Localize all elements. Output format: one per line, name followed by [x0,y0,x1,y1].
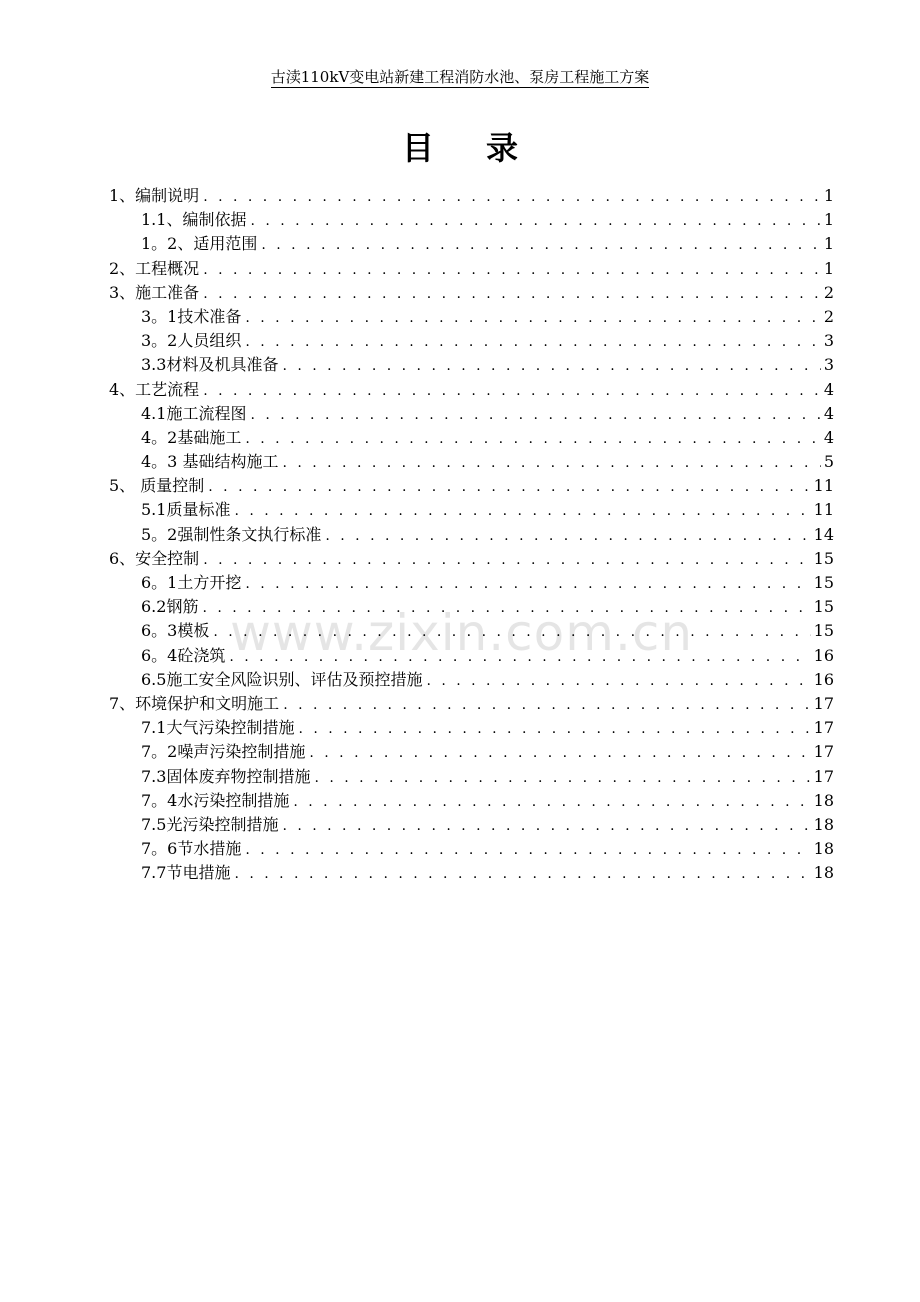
toc-dot-leader [283,693,810,717]
toc-entry-label: 5、 质量控制 [109,476,205,496]
toc-section-entry[interactable] [109,184,834,208]
toc-subsection-entry[interactable] [109,668,834,692]
toc-page-number: 18 [813,863,834,883]
toc-dot-leader [314,766,810,790]
toc-dot-leader [293,790,810,814]
toc-entry-label: 7。2噪声污染控制措施 [141,742,306,762]
toc-dot-leader [229,645,810,669]
toc-page-number: 2 [823,282,834,302]
toc-entry-label: 7.5光污染控制措施 [141,814,279,834]
toc-section-entry[interactable] [109,474,834,498]
toc-entry-label: 7、环境保护和文明施工 [109,693,280,713]
toc-entry-label: 5.1质量标准 [141,500,231,520]
toc-dot-leader [203,379,821,403]
toc-page-number: 4 [823,403,834,423]
toc-page-number: 11 [813,476,834,496]
toc-dot-leader [245,427,820,451]
toc-page-number: 3 [823,355,834,375]
toc-page-number: 17 [813,693,834,713]
toc-page-number: 11 [813,500,834,520]
toc-subsection-entry[interactable] [109,305,834,329]
toc-entry-label: 5。2强制性条文执行标准 [141,524,322,544]
toc-dot-leader [250,403,820,427]
toc-entry-label: 1.1、编制依据 [141,210,247,230]
toc-entry-label: 4。2基础施工 [141,427,242,447]
toc-subsection-entry[interactable] [109,765,834,789]
toc-subsection-entry[interactable] [109,498,834,522]
toc-dot-leader [250,209,820,233]
toc-section-entry[interactable] [109,257,834,281]
toc-dot-leader [203,185,821,209]
toc-entry-label: 6.5施工安全风险识别、评估及预控措施 [141,669,423,689]
toc-page-number: 15 [813,573,834,592]
toc-page-number: 1 [823,186,834,205]
document-header [0,66,920,88]
toc-title: 目录 [401,129,570,167]
toc-dot-leader [282,451,820,475]
toc-subsection-entry[interactable] [109,329,834,353]
toc-section-entry[interactable] [109,378,834,402]
toc-dot-leader [282,354,820,378]
toc-page-number: 4 [823,427,834,447]
toc-dot-leader [426,669,810,693]
toc-page-number: 17 [813,742,834,762]
toc-subsection-entry[interactable] [109,353,834,377]
toc-dot-leader [213,620,810,644]
toc-page-number: 1 [823,210,834,230]
toc-entry-label: 6。1土方开挖 [141,573,242,592]
toc-page-number: 3 [823,331,834,351]
toc-dot-leader [309,741,810,765]
toc-entry-label: 7.1大气污染控制措施 [141,718,295,738]
toc-dot-leader [298,717,810,741]
toc-entry-label: 7。6节水措施 [141,839,242,859]
toc-page-number: 18 [813,790,834,810]
toc-page-number: 1 [823,258,834,278]
toc-subsection-entry[interactable] [109,595,834,619]
toc-subsection-entry[interactable] [109,232,834,256]
toc-entry-label: 6。4砼浇筑 [141,645,226,665]
toc-subsection-entry[interactable] [109,716,834,740]
toc-entry-label: 2、工程概况 [109,258,200,278]
toc-page-number: 17 [813,718,834,738]
toc-page-number: 2 [823,306,834,326]
watermark: www.zixin.com.cn [230,604,694,662]
toc-entry-label: 7.3固体废弃物控制措施 [141,766,311,786]
toc-entry-label: 6、安全控制 [109,548,200,568]
toc-dot-leader [282,814,810,838]
toc-page-number: 5 [823,452,834,472]
toc-entry-label: 6.2钢筋 [141,597,199,617]
toc-subsection-entry[interactable] [109,426,834,450]
toc-subsection-entry[interactable] [109,208,834,232]
toc-dot-leader [245,306,820,330]
toc-entry-label: 7。4水污染控制措施 [141,790,290,810]
toc-dot-leader [245,330,820,354]
toc-page-number: 4 [823,379,834,399]
toc-dot-leader [203,282,821,306]
toc-subsection-entry[interactable] [109,644,834,668]
toc-section-entry[interactable] [109,692,834,716]
toc-subsection-entry[interactable] [109,571,834,595]
toc-subsection-entry[interactable] [109,861,834,885]
toc-entry-label: 3。1技术准备 [141,306,242,326]
toc-page-number: 15 [813,548,834,568]
toc-page-number: 14 [813,524,834,544]
toc-entry-label: 3、施工准备 [109,282,200,302]
toc-page-number: 17 [813,766,834,786]
toc-dot-leader [203,548,810,572]
toc-subsection-entry[interactable] [109,619,834,643]
toc-subsection-entry[interactable] [109,450,834,474]
toc-dot-leader [203,258,821,282]
toc-dot-leader [202,596,810,620]
toc-entry-label: 4。3 基础结构施工 [141,452,279,472]
toc-dot-leader [261,233,820,257]
toc-subsection-entry[interactable] [109,523,834,547]
toc-dot-leader [245,838,810,862]
toc-entry-label: 1、编制说明 [109,186,200,205]
toc-page-number: 15 [813,621,834,641]
toc-page-number: 16 [813,645,834,665]
toc-section-entry[interactable] [109,547,834,571]
toc-dot-leader [208,475,810,499]
toc-subsection-entry[interactable] [109,402,834,426]
toc-entry-label: 7.7节电措施 [141,863,231,883]
toc-entry-label: 1。2、适用范围 [141,234,258,254]
table-of-contents [109,184,834,885]
toc-page-number: 15 [813,597,834,617]
toc-dot-leader [234,862,810,886]
toc-dot-leader [325,524,810,548]
toc-entry-label: 4、工艺流程 [109,379,200,399]
toc-entry-label: 6。3模板 [141,621,210,641]
toc-page-number: 16 [813,669,834,689]
toc-page-number: 18 [813,839,834,859]
toc-subsection-entry[interactable] [109,837,834,861]
toc-entry-label: 4.1施工流程图 [141,403,247,423]
toc-subsection-entry[interactable] [109,740,834,764]
document-header-text: 古渎110kV变电站新建工程消防水池、泵房工程施工方案 [270,68,650,86]
toc-dot-leader [234,499,810,523]
toc-subsection-entry[interactable] [109,813,834,837]
toc-page-number: 1 [823,234,834,254]
toc-dot-leader [245,572,810,596]
toc-entry-label: 3。2人员组织 [141,331,242,351]
toc-page-number: 18 [813,814,834,834]
toc-subsection-entry[interactable] [109,789,834,813]
toc-entry-label: 3.3材料及机具准备 [141,355,279,375]
toc-section-entry[interactable] [109,281,834,305]
